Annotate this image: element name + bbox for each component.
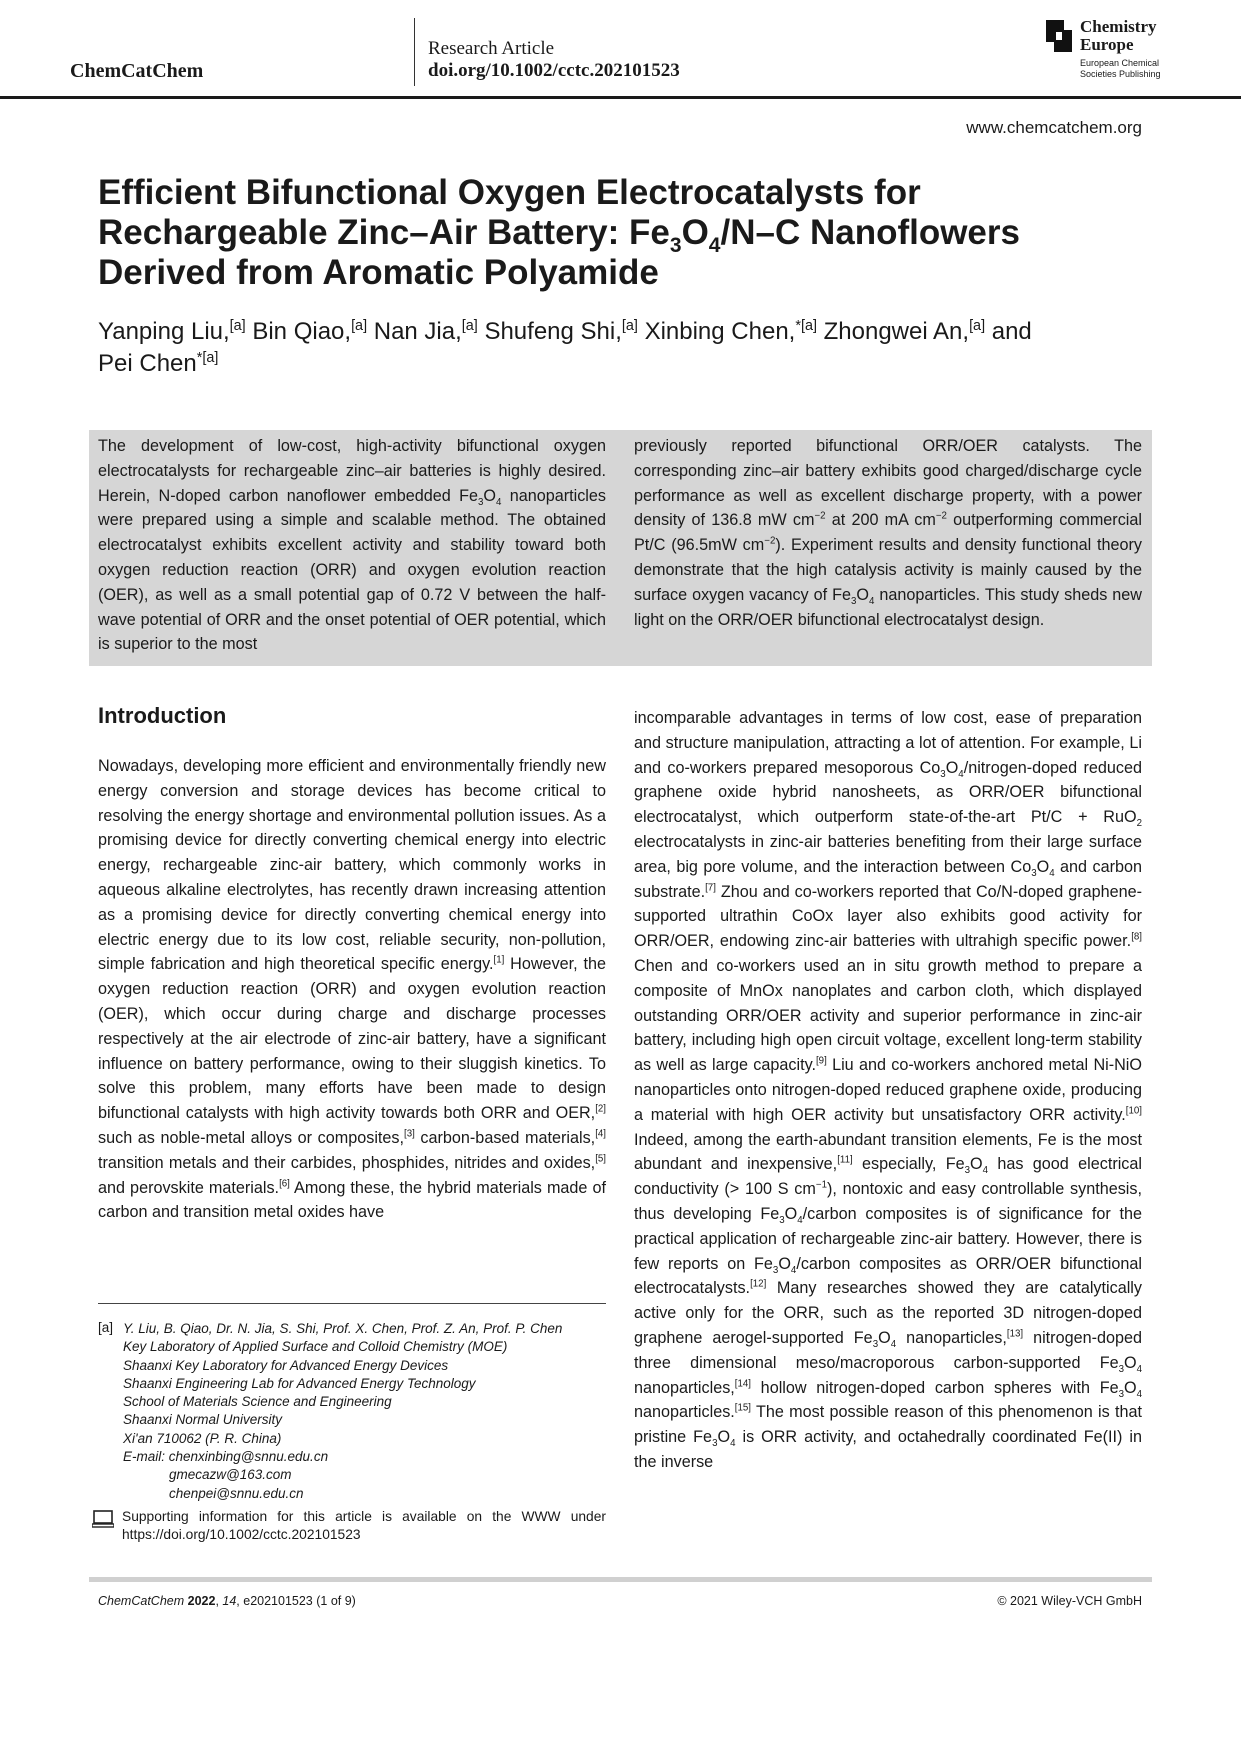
author: Nan Jia,[a] [373,318,478,345]
chemistry-europe-logo [1046,18,1186,84]
page-citation: ChemCatChem 2022, 14, e202101523 (1 of 9) [98,1594,356,1608]
publisher-line3: European Chemical Societies Publishing [1080,58,1161,79]
author: Xinbing Chen,$^{*[a]}$ [644,318,817,345]
author: Yanping Liu,[a] [98,318,246,345]
affiliation-line: Xi'an 710062 (P. R. China) [123,1430,282,1446]
journal-name: ChemCatChem [70,60,204,82]
abstract-right-column: previously reported bifunctional ORR/OER catalysts. The corresponding zinc–air battery exhibits good charged/discharge cycle performance as well as excellent discharge property, with a power density of 136.8 mW $cm^{-2}$ at 200 mA $cm^{-2}$ outperforming commercial Pt/C (96.5mW $cm^{-2}$). Experiment results and density functional theory demonstrate that the high catalysis activity is mainly caused by the surface oxygen vacancy of $Fe_3O_4$ nanoparticles. This study sheds new light on the ORR/OER bifunctional electrocatalyst design. [634,437,1142,629]
article-title [98,173,1148,293]
author-conjunction: and [991,318,1032,345]
copyright-notice: © 2021 Wiley-VCH GmbH [997,1594,1142,1608]
supporting-information-note: Supporting information for this article is available on the WWW under https://doi.org/10.1002/cctc.202101523 [122,1509,606,1543]
header-rule [0,96,1241,99]
title-line-1: Efficient Bifunctional Oxygen Electrocatalysts for [98,173,921,212]
author-list [98,316,1148,380]
doi-link[interactable]: doi.org/10.1002/cctc.202101523 [428,60,680,81]
email-line[interactable]: gmecazw@163.com [169,1467,292,1483]
affiliation-tag: [a] [98,1320,114,1335]
affiliation-line: Shaanxi Normal University [123,1412,283,1428]
title-line-2: Rechargeable Zinc–Air Battery: $Fe_3O_4/N-C$ Nanoflowers [98,213,1020,257]
publisher-line2: Europe [1080,35,1134,54]
header-divider [414,18,415,86]
email-line[interactable]: chenpei@snnu.edu.cn [169,1485,304,1501]
title-line-3: Derived from Aromatic Polyamide [98,253,659,292]
computer-icon [92,1510,114,1528]
affiliation-line: School of Materials Science and Engineering [123,1394,392,1410]
footer-rule [89,1577,1152,1582]
journal-website[interactable]: www.chemcatchem.org [966,118,1142,137]
email-line[interactable]: E-mail: chenxinbing@snnu.edu.cn [123,1449,329,1465]
affiliation-block [123,1320,603,1503]
publisher-line1: Chemistry [1080,17,1157,36]
author: Shufeng Shi,[a] [484,318,638,345]
section-heading-introduction: Introduction [98,703,227,728]
affiliation-line: Shaanxi Key Laboratory for Advanced Energy Devices [123,1357,449,1373]
article-type: Research Article [428,38,555,59]
introduction-left-column: Nowadays, developing more efficient and environmentally friendly new energy conversion and storage devices has become critical to resolving the energy shortage and environmental pollution issues. As a promising device for directly converting chemical energy into electric energy, rechargeable zinc-air battery, which commonly works in aqueous alkaline electrolytes, has recently drawn increasing attention as a promising device for directly converting chemical energy into electric energy due to its low cost, reliable security, non-pollution, simple fabrication and high theoretical specific energy.[1] However, the oxygen reduction reaction (ORR) and oxygen evolution reaction (OER), which occur during charge and discharge processes respectively at the air electrode of zinc-air battery, have a significant influence on battery performance, owing to their sluggish kinetics. To solve this problem, many efforts have been made to design bifunctional catalysts with high activity towards both ORR and OER,[2] such as noble-metal alloys or composites,[3] carbon-based materials,[4] transition metals and their carbides, phosphides, nitrides and oxides,[5] and perovskite materials.[6] Among these, the hybrid materials made of carbon and transition metal oxides have [98,757,606,1222]
chemistry-europe-logo-icon [1046,20,1072,52]
affiliation-line: Shaanxi Engineering Lab for Advanced Energy Technology [123,1375,476,1391]
footnote-rule [98,1303,606,1304]
author: Pei Chen$^{*[a]}$ [98,350,219,377]
affiliation-line: Key Laboratory of Applied Surface and Colloid Chemistry (MOE) [123,1339,508,1355]
author: Zhongwei An,[a] [823,318,986,345]
abstract-left-column: The development of low-cost, high-activity bifunctional oxygen electrocatalysts for rechargeable zinc–air batteries is highly desired. Herein, N-doped carbon nanoflower embedded $Fe_3O_4$ nanoparticles were prepared using a simple and scalable method. The obtained electrocatalyst exhibits excellent activity and stability toward both oxygen reduction reaction (ORR) and oxygen evolution reaction (OER), as well as a small potential gap of 0.72 V between the half-wave potential of ORR and the onset potential of OER potential, which is superior to the most [98,437,607,654]
affiliation-line: Y. Liu, B. Qiao, Dr. N. Jia, S. Shi, Prof. X. Chen, Prof. Z. An, Prof. P. Chen [123,1321,563,1336]
introduction-right-column: incomparable advantages in terms of low cost, ease of preparation and structure manipulation, attracting a lot of attention. For example, Li and co-workers prepared mesoporous $Co_3O_4/nitrogen$-doped reduced graphene oxide hybrid nanosheets, as ORR/OER bifunctional electrocatalyst, which outperform state-of-the-art Pt/C + RuO$_2$ electrocatalysts in zinc-air batteries benefiting from their large surface area, big pore volume, and the interaction between $Co_3O_4$ and carbon substrate.[7] Zhou and co-workers reported that Co/N-doped graphene-supported ultrathin CoOx layer also exhibits good activity for ORR/OER, endowing zinc-air batteries with ultrahigh specific power.[8] Chen and co-workers used an in situ growth method to prepare a composite of MnOx nanoplates and carbon cloth, which displayed outstanding ORR/OER activity and superior performance in zinc-air battery, including high open circuit voltage, excellent long-term stability as well as large capacity.[9] Liu and co-workers anchored metal Ni-NiO nanoparticles onto nitrogen-doped reduced graphene oxide, producing a material with high OER activity but unsatisfactory ORR activity.[10] Indeed, among the earth-abundant transition elements, Fe is the most abundant and inexpensive,[11] especially, $Fe_3O_4$ has good electrical conductivity (> 100 S $cm^{-1}$), nontoxic and easy controllable synthesis, thus developing $Fe_3O_4$/carbon composites is of significance for the practical application of rechargeable zinc-air battery. However, there is few reports on $Fe_3O_4$/carbon composites as ORR/OER bifunctional electrocatalysts.[12] Many researches showed they are catalytically active only for the ORR, such as the reported 3D nitrogen-doped graphene aerogel-supported $Fe_3O_4$ nanoparticles,[13] nitrogen-doped three dimensional meso/macroporous carbon-supported $Fe_3O_4$ nanoparticles,[14] hollow nitrogen-doped carbon spheres with $Fe_3O_4$ nanoparticles.[15] The most possible reason of this phenomenon is that pristine $Fe_3O_4$ is ORR activity, and octahedrally coordinated Fe(II) in the inverse [634,709,1143,1471]
author: Bin Qiao,[a] [252,318,368,345]
